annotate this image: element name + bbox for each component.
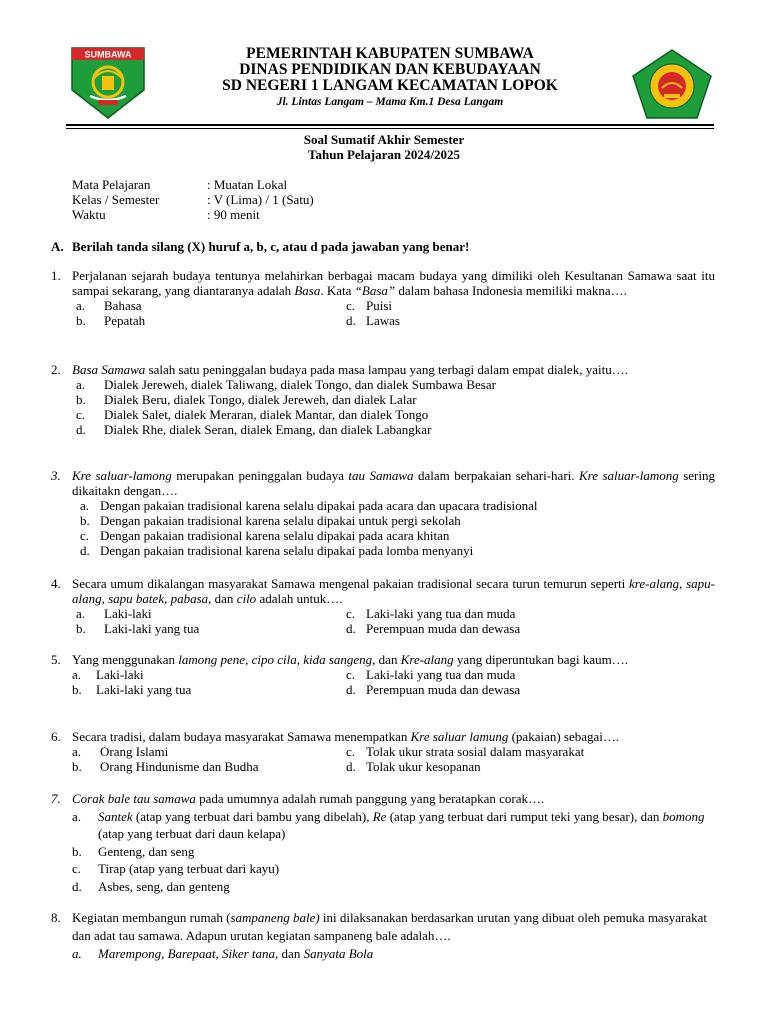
text-part: , bbox=[101, 591, 109, 606]
question-number: 6. bbox=[51, 729, 61, 744]
answer-option[interactable] bbox=[342, 682, 642, 697]
option-text: Tirap (atap yang terbuat dari kayu) bbox=[98, 861, 280, 876]
question-text bbox=[51, 790, 715, 808]
text-part-italic: Basa Samawa bbox=[72, 362, 146, 377]
answer-option[interactable] bbox=[72, 422, 715, 437]
text-part-italic: tau Samawa bbox=[348, 468, 414, 483]
text-part-italic: pabasa bbox=[170, 591, 209, 606]
answer-option[interactable] bbox=[342, 744, 642, 759]
option-letter: b. bbox=[72, 759, 82, 774]
text-part-italic: cilo bbox=[236, 591, 257, 606]
option-letter: c. bbox=[346, 298, 356, 313]
answer-option[interactable] bbox=[72, 313, 342, 328]
option-letter: c. bbox=[80, 528, 90, 543]
text-part: Kegiatan membangun rumah ( bbox=[72, 910, 231, 925]
section-letter: A. bbox=[51, 239, 64, 254]
answer-options bbox=[72, 667, 715, 697]
answer-option[interactable] bbox=[342, 621, 642, 636]
text-part-italic: sapu-alang bbox=[72, 576, 715, 606]
info-row bbox=[72, 207, 314, 222]
option-text: Lawas bbox=[366, 313, 400, 328]
answer-option[interactable] bbox=[72, 543, 715, 558]
text-part-italic: “Basa” bbox=[354, 283, 396, 298]
question-2 bbox=[51, 362, 715, 437]
option-letter: d. bbox=[80, 543, 90, 558]
info-value: : V (Lima) / 1 (Satu) bbox=[207, 192, 314, 207]
option-letter: b. bbox=[76, 621, 86, 636]
option-letter: a. bbox=[72, 808, 82, 824]
text-part-italic: Basa bbox=[294, 283, 321, 298]
option-text: Dengan pakaian tradisional karena selalu dipakai pada acara dan upacara tradisional bbox=[100, 498, 538, 513]
option-text: Dengan pakaian tradisional karena selalu dipakai pada lomba menyanyi bbox=[100, 543, 474, 558]
option-text: Dengan pakaian tradisional karena selalu dipakai untuk pergi sekolah bbox=[100, 513, 461, 528]
answer-option[interactable] bbox=[72, 860, 715, 878]
question-number: 7. bbox=[51, 791, 61, 806]
text-part: dan bbox=[278, 946, 304, 961]
letterhead bbox=[150, 46, 630, 110]
letterhead-rule-thin bbox=[66, 128, 714, 129]
text-part-italic: sapu batek bbox=[108, 591, 165, 606]
answer-option[interactable] bbox=[72, 513, 715, 528]
text-part: Perjalanan sejarah budaya tentunya melahirkan berbagai macam budaya yang dimiliki oleh Kesultanan Samawa saat itu sampai sekarang, yang diantaranya adalah bbox=[72, 268, 715, 298]
answer-option[interactable] bbox=[72, 407, 715, 422]
option-letter: c. bbox=[72, 861, 82, 876]
school-logo bbox=[631, 48, 713, 120]
answer-option[interactable] bbox=[72, 621, 342, 636]
option-text: Dialek Rhe, dialek Seran, dialek Emang, dan dialek Labangkar bbox=[104, 422, 432, 437]
info-label: Mata Pelajaran bbox=[72, 177, 151, 192]
logo-left-label: SUMBAWA bbox=[84, 49, 132, 60]
letterhead-rule-thick bbox=[66, 124, 714, 126]
option-letter: d. bbox=[346, 621, 356, 636]
text-part: Secara tradisi, dalam budaya masyarakat Samawa menempatkan bbox=[72, 729, 411, 744]
question-number: 2. bbox=[51, 362, 61, 377]
text-part-italic: Santek bbox=[98, 808, 133, 824]
option-text: Orang Hindunisme dan Budha bbox=[100, 759, 259, 774]
question-text bbox=[51, 909, 715, 945]
text-part-italic: kre-alang bbox=[629, 576, 680, 591]
text-part: merupakan peninggalan budaya bbox=[171, 468, 349, 483]
option-text: Laki-laki bbox=[104, 606, 152, 621]
answer-option[interactable] bbox=[72, 945, 715, 963]
text-part-italic: sampaneng bale) bbox=[230, 910, 320, 925]
text-part: , bbox=[679, 576, 687, 591]
answer-option[interactable] bbox=[342, 759, 642, 774]
option-text: Puisi bbox=[366, 298, 393, 313]
option-text: Laki-laki bbox=[96, 667, 144, 682]
option-text: Tolak ukur kesopanan bbox=[366, 759, 481, 774]
info-value: : Muatan Lokal bbox=[207, 177, 288, 192]
option-text: Dengan pakaian tradisional karena selalu dipakai pada acara khitan bbox=[100, 528, 450, 543]
answer-option[interactable] bbox=[342, 313, 642, 328]
option-text: Genteng, dan seng bbox=[98, 843, 195, 859]
answer-options bbox=[72, 498, 715, 558]
option-letter: d. bbox=[346, 759, 356, 774]
text-part: yang diperuntukan bagi kaum…. bbox=[453, 652, 629, 667]
text-part: . Kata bbox=[320, 283, 355, 298]
question-text bbox=[51, 652, 715, 667]
option-text: Laki-laki yang tua bbox=[96, 682, 192, 697]
option-text: Laki-laki yang tua bbox=[104, 621, 200, 636]
answer-options bbox=[72, 945, 715, 963]
option-letter: b. bbox=[76, 392, 86, 407]
question-6 bbox=[51, 729, 715, 774]
text-part-italic: bomong bbox=[662, 808, 705, 824]
question-1 bbox=[51, 268, 715, 328]
text-part: dalam berpakaian sehari-hari. bbox=[413, 468, 579, 483]
answer-option[interactable] bbox=[72, 528, 715, 543]
question-3 bbox=[51, 468, 715, 558]
option-text: Bahasa bbox=[104, 298, 142, 313]
question-4 bbox=[51, 576, 715, 636]
question-7 bbox=[51, 790, 715, 895]
info-row bbox=[72, 177, 314, 192]
answer-options bbox=[72, 808, 715, 896]
section-instruction bbox=[51, 239, 469, 254]
option-letter: a. bbox=[76, 377, 86, 392]
text-part: dan bbox=[375, 652, 401, 667]
text-part: sering dikaitakn dengan…. bbox=[72, 468, 715, 498]
option-letter: b. bbox=[72, 843, 82, 859]
option-letter: a. bbox=[72, 946, 82, 961]
text-part-italic: Corak bale tau samawa bbox=[72, 791, 196, 806]
option-letter: c. bbox=[346, 744, 356, 759]
text-part: salah satu peninggalan budaya pada masa lampau yang terbagi dalam empat dialek, yaitu…. bbox=[145, 362, 628, 377]
answer-option[interactable] bbox=[72, 667, 342, 682]
answer-option[interactable] bbox=[72, 682, 342, 697]
text-part-italic: Kre-alang bbox=[400, 652, 454, 667]
answer-option[interactable] bbox=[72, 606, 342, 621]
answer-options bbox=[72, 606, 715, 636]
text-part-italic: Kre saluar lamung bbox=[410, 729, 509, 744]
option-letter: a. bbox=[76, 606, 86, 621]
question-number: 1. bbox=[51, 268, 61, 283]
letterhead-school-name: SD NEGERI 1 LANGAM KECAMATAN LOPOK bbox=[222, 77, 558, 94]
question-number: 4. bbox=[51, 576, 61, 591]
option-text bbox=[98, 945, 373, 963]
question-number: 3. bbox=[51, 468, 61, 483]
answer-options bbox=[72, 377, 715, 437]
option-text: Laki-laki yang tua dan muda bbox=[366, 606, 516, 621]
question-text bbox=[51, 729, 715, 744]
text-part: pada umumnya adalah rumah panggung yang beratapkan corak…. bbox=[195, 791, 545, 806]
option-letter: c. bbox=[346, 606, 356, 621]
option-text: Tolak ukur strata sosial dalam masyarakat bbox=[366, 744, 585, 759]
info-value: : 90 menit bbox=[207, 207, 260, 222]
question-number: 5. bbox=[51, 652, 61, 667]
text-part: (atap yang terbuat dari bambu yang dibelah), bbox=[132, 808, 373, 824]
answer-option[interactable] bbox=[72, 744, 342, 759]
option-letter: b. bbox=[76, 313, 86, 328]
option-text: Asbes, seng, dan genteng bbox=[98, 878, 230, 894]
text-part: (pakaian) sebagai…. bbox=[508, 729, 620, 744]
info-row bbox=[72, 192, 314, 207]
sumbawa-regency-logo bbox=[70, 46, 146, 120]
letterhead-line1: PEMERINTAH KABUPATEN SUMBAWA bbox=[246, 45, 534, 62]
option-text: Pepatah bbox=[104, 313, 146, 328]
option-letter: b. bbox=[72, 682, 82, 697]
option-letter: b. bbox=[80, 513, 90, 528]
option-letter: d. bbox=[346, 682, 356, 697]
info-label: Kelas / Semester bbox=[72, 192, 160, 207]
answer-option[interactable] bbox=[72, 392, 715, 407]
text-part: dalam bahasa Indonesia memiliki makna…. bbox=[395, 283, 627, 298]
answer-option[interactable] bbox=[72, 759, 342, 774]
option-letter: a. bbox=[76, 298, 86, 313]
option-letter: a. bbox=[72, 744, 82, 759]
text-part-italic: Kre saluar-lamong bbox=[578, 468, 679, 483]
option-text: Orang Islami bbox=[100, 744, 169, 759]
option-text: Dialek Jereweh, dialek Taliwang, dialek Tongo, dan dialek Sumbawa Besar bbox=[104, 377, 496, 392]
letterhead-address: Jl. Lintas Langam – Mama Km.1 Desa Langam bbox=[276, 96, 504, 108]
question-text bbox=[51, 576, 715, 606]
option-letter: c. bbox=[76, 407, 86, 422]
option-letter: c. bbox=[346, 667, 356, 682]
answer-option[interactable] bbox=[72, 498, 715, 513]
option-text: Dialek Beru, dialek Tongo, dialek Jereweh, dan dialek Lalar bbox=[104, 392, 417, 407]
text-part: , dan bbox=[208, 591, 237, 606]
section-text: Berilah tanda silang (X) huruf a, b, c, atau d pada jawaban yang benar! bbox=[72, 239, 470, 254]
answer-option[interactable] bbox=[342, 298, 642, 313]
text-part: adalah untuk…. bbox=[256, 591, 343, 606]
option-text: Perempuan muda dan dewasa bbox=[366, 682, 521, 697]
text-part: ini dilaksanakan berdasarkan urutan yang dibuat oleh pemuka masyarakat dan adat tau samawa. Adapun urutan kegiatan sampaneng bale adalah…. bbox=[72, 910, 708, 943]
text-part: Secara umum dikalangan masyarakat Samawa mengenal pakaian tradisional secara turun temurun seperti bbox=[72, 576, 630, 591]
option-letter: a. bbox=[72, 667, 82, 682]
question-8 bbox=[51, 909, 715, 963]
text-part-italic: Re bbox=[372, 808, 387, 824]
text-part: , bbox=[164, 591, 171, 606]
answer-option[interactable] bbox=[72, 808, 715, 843]
answer-option[interactable] bbox=[72, 843, 715, 861]
option-text: Perempuan muda dan dewasa bbox=[366, 621, 521, 636]
answer-option[interactable] bbox=[72, 878, 715, 896]
option-letter: d. bbox=[72, 878, 82, 894]
option-text: Dialek Salet, dialek Meraran, dialek Mantar, dan dialek Tongo bbox=[104, 407, 429, 422]
text-part: Yang menggunakan bbox=[72, 652, 179, 667]
answer-options bbox=[72, 298, 715, 328]
text-part-italic: lamong pene, cipo cila, kida sangeng, bbox=[178, 652, 376, 667]
answer-option[interactable] bbox=[342, 667, 642, 682]
option-letter: d. bbox=[76, 422, 86, 437]
text-part-italic: Kre saluar-lamong bbox=[72, 468, 172, 483]
question-5 bbox=[51, 652, 715, 697]
exam-info bbox=[72, 177, 314, 222]
text-part: (atap yang terbuat dari rumput teki yang besar), dan bbox=[386, 808, 663, 824]
question-number: 8. bbox=[51, 910, 61, 925]
option-letter: a. bbox=[80, 498, 90, 513]
question-text bbox=[51, 268, 715, 298]
info-label: Waktu bbox=[72, 207, 106, 222]
answer-option[interactable] bbox=[342, 606, 642, 621]
answer-options bbox=[72, 744, 715, 774]
exam-title-line1: Soal Sumatif Akhir Semester bbox=[303, 132, 465, 147]
question-text bbox=[51, 362, 715, 377]
option-text bbox=[98, 808, 715, 843]
exam-title-line2: Tahun Pelajaran 2024/2025 bbox=[308, 147, 460, 162]
exam-title bbox=[0, 132, 768, 162]
letterhead-line2: DINAS PENDIDIKAN DAN KEBUDAYAAN bbox=[239, 61, 541, 78]
answer-option[interactable] bbox=[72, 377, 715, 392]
option-letter: d. bbox=[346, 313, 356, 328]
text-part-italic: Sanyata Bola bbox=[303, 946, 374, 961]
question-text bbox=[51, 468, 715, 498]
text-part-italic: Marempong, Barepaat, Siker tana, bbox=[98, 946, 279, 961]
answer-option[interactable] bbox=[72, 298, 342, 313]
text-part: (atap yang terbuat dari daun kelapa) bbox=[98, 826, 286, 841]
option-text: Laki-laki yang tua dan muda bbox=[366, 667, 516, 682]
